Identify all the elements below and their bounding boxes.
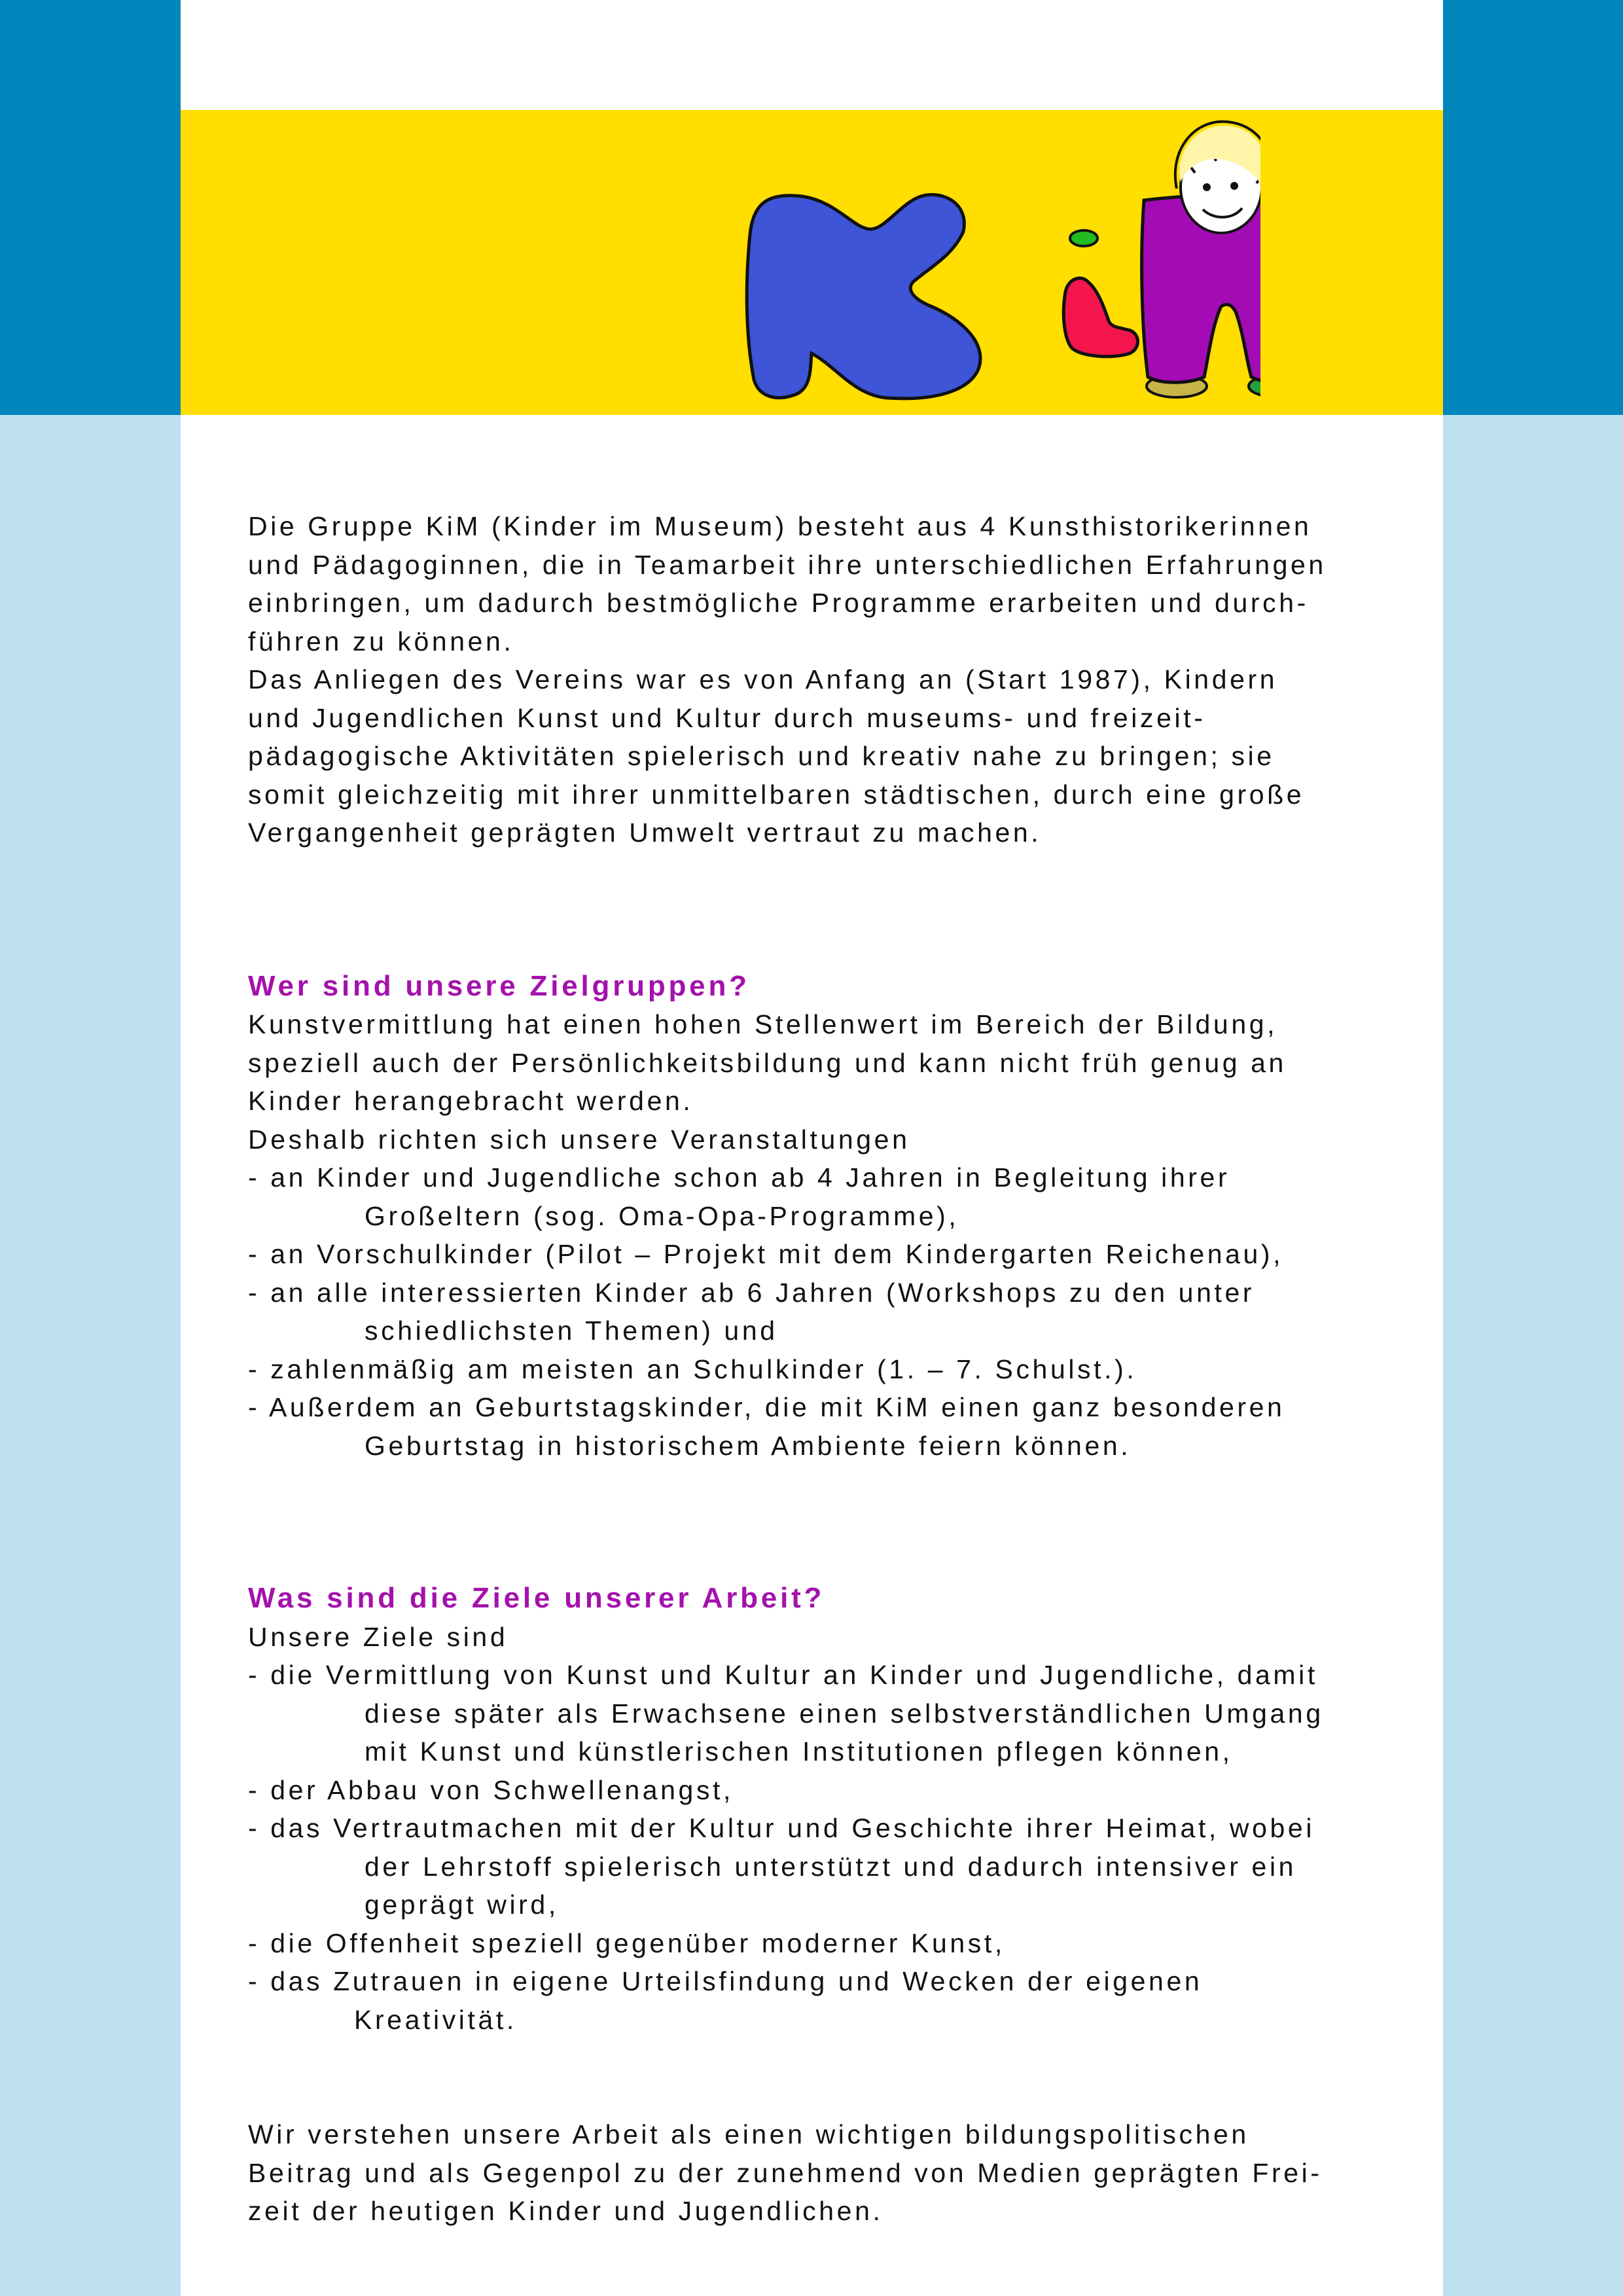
text-line: pädagogische Aktivitäten spielerisch und kreativ nahe zu bringen; sie [248, 741, 1275, 771]
section-heading: Was sind die Ziele unserer Arbeit? [248, 1582, 825, 1614]
list-item-continuation: Großeltern (sog. Oma-Opa-Programme), [365, 1200, 959, 1231]
text-line: somit gleichzeitig mit ihrer unmittelbaren städtischen, durch eine große [248, 779, 1305, 810]
text-line: speziell auch der Persönlichkeitsbildung und kann nicht früh genug an [248, 1047, 1287, 1078]
closing-paragraph [248, 2115, 1426, 2231]
list-item-continuation: Kreativität. [354, 2004, 517, 2035]
list-item: - Außerdem an Geburtstagskinder, die mit KiM einen ganz besonderen [248, 1392, 1285, 1422]
list-item: - an alle interessierten Kinder ab 6 Jahren (Workshops zu den unter [248, 1277, 1255, 1308]
kim-logo [606, 110, 1260, 415]
list-item: - an Vorschulkinder (Pilot – Projekt mit dem Kindergarten Reichenau), [248, 1239, 1284, 1269]
text-line: Beitrag und als Gegenpol zu der zunehmend von Medien geprägten Frei- [248, 2157, 1323, 2188]
list-item: - das Vertrautmachen mit der Kultur und Geschichte ihrer Heimat, wobei [248, 1813, 1315, 1843]
intro-paragraph [248, 507, 1426, 852]
text-line: Unsere Ziele sind [248, 1621, 508, 1652]
list-item-continuation: der Lehrstoff spielerisch unterstützt und dadurch intensiver ein [365, 1851, 1297, 1882]
logo-letter-i-dot [1070, 230, 1097, 246]
list-item-continuation: mit Kunst und künstlerischen Institutionen pflegen können, [365, 1736, 1233, 1767]
list-item: - das Zutrauen in eigene Urteilsfindung und Wecken der eigenen [248, 1966, 1203, 1996]
list-item: - der Abbau von Schwellenangst, [248, 1774, 734, 1805]
text-line: und Jugendlichen Kunst und Kultur durch museums- und freizeit- [248, 702, 1206, 733]
main-text [248, 507, 1426, 2231]
logo-letter-k [747, 195, 980, 399]
list-item: - zahlenmäßig am meisten an Schulkinder (1. – 7. Schulst.). [248, 1354, 1137, 1384]
logo-girl-eye-left [1203, 183, 1211, 191]
text-line: und Pädagoginnen, die in Teamarbeit ihre unterschiedlichen Erfahrungen [248, 549, 1327, 580]
text-line: Wir verstehen unsere Arbeit als einen wichtigen bildungspolitischen [248, 2119, 1249, 2149]
header-banner [181, 110, 1443, 415]
text-line: führen zu können. [248, 626, 514, 656]
list-item: - an Kinder und Jugendliche schon ab 4 Jahren in Begleitung ihrer [248, 1162, 1230, 1193]
page-sheet [181, 0, 1443, 2296]
list-item: - die Offenheit speziell gegenüber moderner Kunst, [248, 1928, 1005, 1958]
section-heading: Wer sind unsere Zielgruppen? [248, 969, 750, 1002]
text-line: zeit der heutigen Kinder und Jugendlichen. [248, 2196, 883, 2226]
text-line: Vergangenheit geprägten Umwelt vertraut zu machen. [248, 817, 1042, 848]
section-goals [248, 1579, 1426, 2039]
text-line: Das Anliegen des Vereins war es von Anfang an (Start 1987), Kindern [248, 664, 1278, 694]
text-line: Deshalb richten sich unsere Veranstaltungen [248, 1124, 910, 1155]
logo-letter-i [1063, 278, 1137, 357]
text-line: Die Gruppe KiM (Kinder im Museum) besteht aus 4 Kunsthistorikerinnen [248, 511, 1312, 541]
list-item-continuation: Geburtstag in historischem Ambiente feiern können. [365, 1430, 1132, 1461]
list-item-continuation: diese später als Erwachsene einen selbstverständlichen Umgang [365, 1698, 1324, 1729]
list-item: - die Vermittlung von Kunst und Kultur an Kinder und Jugendliche, damit [248, 1660, 1318, 1690]
logo-girl-eye-right [1230, 182, 1238, 190]
text-line: Kunstvermittlung hat einen hohen Stellenwert im Bereich der Bildung, [248, 1009, 1278, 1039]
list-item-continuation: schiedlichsten Themen) und [365, 1316, 778, 1346]
text-line: Kinder herangebracht werden. [248, 1086, 694, 1116]
text-line: einbringen, um dadurch bestmögliche Programme erarbeiten und durch- [248, 588, 1309, 618]
list-item-continuation: geprägt wird, [365, 1890, 559, 1920]
section-target-groups [248, 967, 1426, 1465]
